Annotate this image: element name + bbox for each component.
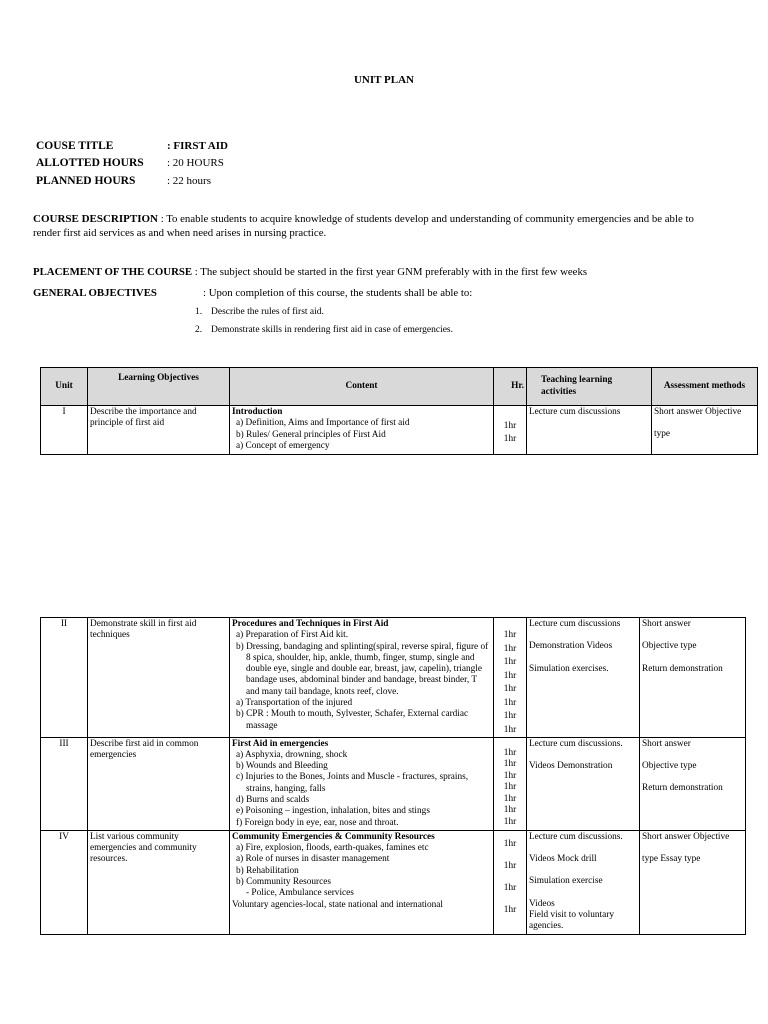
teaching-method: Lecture cum discussions. bbox=[529, 831, 623, 842]
content-item: Voluntary agencies-local, state national and international bbox=[232, 899, 443, 910]
content-item: b) Wounds and Bleeding bbox=[236, 761, 328, 772]
objective-item bbox=[195, 325, 453, 335]
hour-value: 1hr bbox=[503, 747, 517, 758]
assessment-method: Short answer Objective bbox=[642, 831, 730, 842]
content-item: d) Burns and scalds bbox=[236, 794, 310, 805]
hour-value: 1hr bbox=[503, 882, 517, 893]
assessment-method: Objective type bbox=[642, 641, 697, 652]
teaching-method: Lecture cum discussions bbox=[529, 619, 621, 629]
content-cell bbox=[230, 830, 494, 934]
assessment-method: Short answer bbox=[642, 738, 691, 749]
hour-value: 1hr bbox=[503, 434, 517, 444]
hour-value: 1hr bbox=[503, 630, 517, 640]
course-description bbox=[33, 213, 723, 240]
teaching-method: Videos Demonstration bbox=[529, 760, 613, 771]
learning-objective: List various community emergencies and community resources. bbox=[88, 830, 230, 934]
teaching-method: Videos Mock drill bbox=[529, 854, 597, 865]
planned-hours-value: : 22 hours bbox=[167, 175, 211, 187]
content-cell bbox=[230, 406, 494, 455]
assessment-cell bbox=[652, 406, 758, 455]
content-item: a) Asphyxia, drowning, shock bbox=[236, 749, 348, 760]
content-item: f) Foreign body in eye, ear, nose and throat. bbox=[236, 817, 399, 828]
table-row bbox=[41, 406, 758, 455]
teaching-cell bbox=[527, 737, 640, 830]
course-description-label: COURSE DESCRIPTION bbox=[33, 213, 158, 225]
learning-objective: Describe the importance and principle of first aid bbox=[88, 406, 230, 455]
unit-plan-table-1 bbox=[40, 367, 758, 455]
header-content: Content bbox=[230, 368, 494, 406]
unit-number: IV bbox=[41, 830, 88, 934]
hour-value: 1hr bbox=[503, 860, 517, 871]
hour-value: 1hr bbox=[503, 782, 517, 792]
content-item: b) Rehabilitation bbox=[236, 865, 299, 876]
assessment-method: Short answer Objective bbox=[654, 407, 742, 417]
allotted-hours-label: ALLOTTED HOURS bbox=[36, 157, 144, 169]
content-item: - Police, Ambulance services bbox=[246, 888, 354, 899]
header-teaching: Teaching learning activities bbox=[527, 368, 652, 406]
header-hours: Hr. bbox=[494, 368, 527, 406]
page-title: UNIT PLAN bbox=[353, 74, 414, 86]
hour-value: 1hr bbox=[503, 420, 517, 431]
objective-text: Describe the rules of first aid. bbox=[211, 307, 324, 317]
table-row bbox=[41, 830, 746, 934]
hour-value: 1hr bbox=[503, 904, 517, 915]
teaching-method: Lecture cum discussions bbox=[529, 407, 621, 417]
assessment-method: Objective type bbox=[642, 760, 697, 771]
table-header-row bbox=[41, 368, 758, 406]
table-row bbox=[41, 618, 746, 738]
objective-text: Demonstrate skills in rendering first aid in case of emergencies. bbox=[211, 325, 453, 335]
header-unit: Unit bbox=[41, 368, 88, 406]
table-row bbox=[41, 737, 746, 830]
teaching-method: Simulation exercises. bbox=[529, 663, 609, 674]
learning-objective: Describe first aid in common emergencies bbox=[88, 737, 230, 830]
assessment-method: Short answer bbox=[642, 619, 691, 629]
hour-value: 1hr bbox=[503, 684, 517, 694]
content-item: a) Fire, explosion, floods, earth-quakes, famines etc bbox=[236, 843, 429, 854]
assessment-method: type bbox=[654, 429, 671, 440]
hours-cell bbox=[494, 406, 527, 455]
content-item: b) CPR : Mouth to mouth, Sylvester, Schafer, External cardiac massage bbox=[236, 709, 469, 731]
unit-number: I bbox=[41, 406, 88, 455]
assessment-method: Return demonstration bbox=[642, 663, 723, 674]
course-title-value: : FIRST AID bbox=[167, 140, 228, 152]
hour-value bbox=[496, 407, 524, 421]
content-item: e) Poisoning – ingestion, inhalation, bites and stings bbox=[236, 806, 430, 817]
assessment-cell bbox=[640, 737, 746, 830]
teaching-cell bbox=[527, 406, 652, 455]
general-objectives-label: GENERAL OBJECTIVES bbox=[33, 287, 157, 299]
hours-cell bbox=[494, 618, 527, 738]
content-item: b) Dressing, bandaging and splinting(spiral, reverse spiral, figure of 8 spica, shoulder, hip, ankle, thumb, finger, stump, single and double eye, single and double ear, breast, jaw, capelin), triangle bandage uses, abdominal binder and bandage, breast binder, T and many tail bandage, knots reef, clove. bbox=[236, 641, 489, 697]
objective-number: 1. bbox=[195, 307, 203, 317]
teaching-cell bbox=[527, 830, 640, 934]
hour-value: 1hr bbox=[503, 697, 517, 708]
content-item: a) Concept of emergency bbox=[236, 440, 330, 451]
hour-value: 1hr bbox=[503, 805, 517, 815]
content-item: a) Preparation of First Aid kit. bbox=[236, 630, 349, 641]
header-assessment: Assessment methods bbox=[652, 368, 758, 406]
hour-value: 1hr bbox=[503, 770, 517, 781]
hour-value: 1hr bbox=[503, 724, 517, 735]
assessment-method: Return demonstration bbox=[642, 783, 723, 794]
allotted-hours-value: : 20 HOURS bbox=[167, 157, 224, 169]
content-item: c) Injuries to the Bones, Joints and Muscle - fractures, sprains, strains, hanging, falls bbox=[236, 772, 469, 794]
course-title-label: COUSE TITLE bbox=[36, 140, 114, 152]
learning-objective: Demonstrate skill in first aid techniques bbox=[88, 618, 230, 738]
content-heading: Community Emergencies & Community Resources bbox=[232, 831, 435, 842]
hour-value: 1hr bbox=[503, 838, 517, 849]
course-description-text: : To enable students to acquire knowledge of students develop and understanding of community emergencies and be able to render first aid services as and when need arises in nursing practice. bbox=[33, 213, 694, 239]
header-objectives: Learning Objectives bbox=[88, 368, 230, 406]
placement-label: PLACEMENT OF THE COURSE bbox=[33, 266, 193, 278]
content-cell bbox=[230, 737, 494, 830]
hour-value: 1hr bbox=[503, 711, 517, 721]
content-heading: Procedures and Techniques in First Aid bbox=[232, 619, 389, 629]
hour-value: 1hr bbox=[503, 816, 517, 827]
content-item: a) Definition, Aims and Importance of first aid bbox=[236, 418, 410, 429]
assessment-cell bbox=[640, 618, 746, 738]
assessment-method: type Essay type bbox=[642, 854, 701, 865]
content-item: b) Community Resources bbox=[236, 877, 332, 888]
planned-hours-label: PLANNED HOURS bbox=[36, 175, 136, 187]
unit-number: III bbox=[41, 737, 88, 830]
teaching-method: Field visit to voluntary agencies. bbox=[529, 910, 614, 932]
teaching-method: Demonstration Videos bbox=[529, 641, 613, 652]
teaching-method: Lecture cum discussions. bbox=[529, 738, 623, 749]
hours-cell bbox=[494, 737, 527, 830]
content-item: b) Rules/ General principles of First Aid bbox=[236, 429, 386, 440]
content-item: a) Transportation of the injured bbox=[236, 698, 353, 709]
teaching-method: Videos bbox=[529, 898, 555, 909]
unit-plan-table-2 bbox=[40, 617, 746, 935]
objective-item bbox=[195, 307, 324, 317]
objective-number: 2. bbox=[195, 325, 203, 335]
hour-value: 1hr bbox=[503, 759, 517, 769]
general-objectives-text: : Upon completion of this course, the students shall be able to: bbox=[203, 287, 473, 299]
placement-text: : The subject should be started in the first year GNM preferably with in the first few weeks bbox=[192, 266, 588, 278]
content-cell bbox=[230, 618, 494, 738]
hour-value: 1hr bbox=[503, 670, 517, 681]
hour-value: 1hr bbox=[503, 643, 517, 654]
assessment-cell bbox=[640, 830, 746, 934]
unit-number: II bbox=[41, 618, 88, 738]
hour-value: 1hr bbox=[503, 793, 517, 804]
content-heading: Introduction bbox=[232, 407, 283, 417]
content-item: a) Role of nurses in disaster management bbox=[236, 854, 390, 865]
placement bbox=[33, 266, 587, 278]
teaching-method: Simulation exercise bbox=[529, 876, 603, 887]
hours-cell bbox=[494, 830, 527, 934]
content-heading: First Aid in emergencies bbox=[232, 738, 329, 749]
teaching-cell bbox=[527, 618, 640, 738]
hour-value: 1hr bbox=[503, 657, 517, 667]
